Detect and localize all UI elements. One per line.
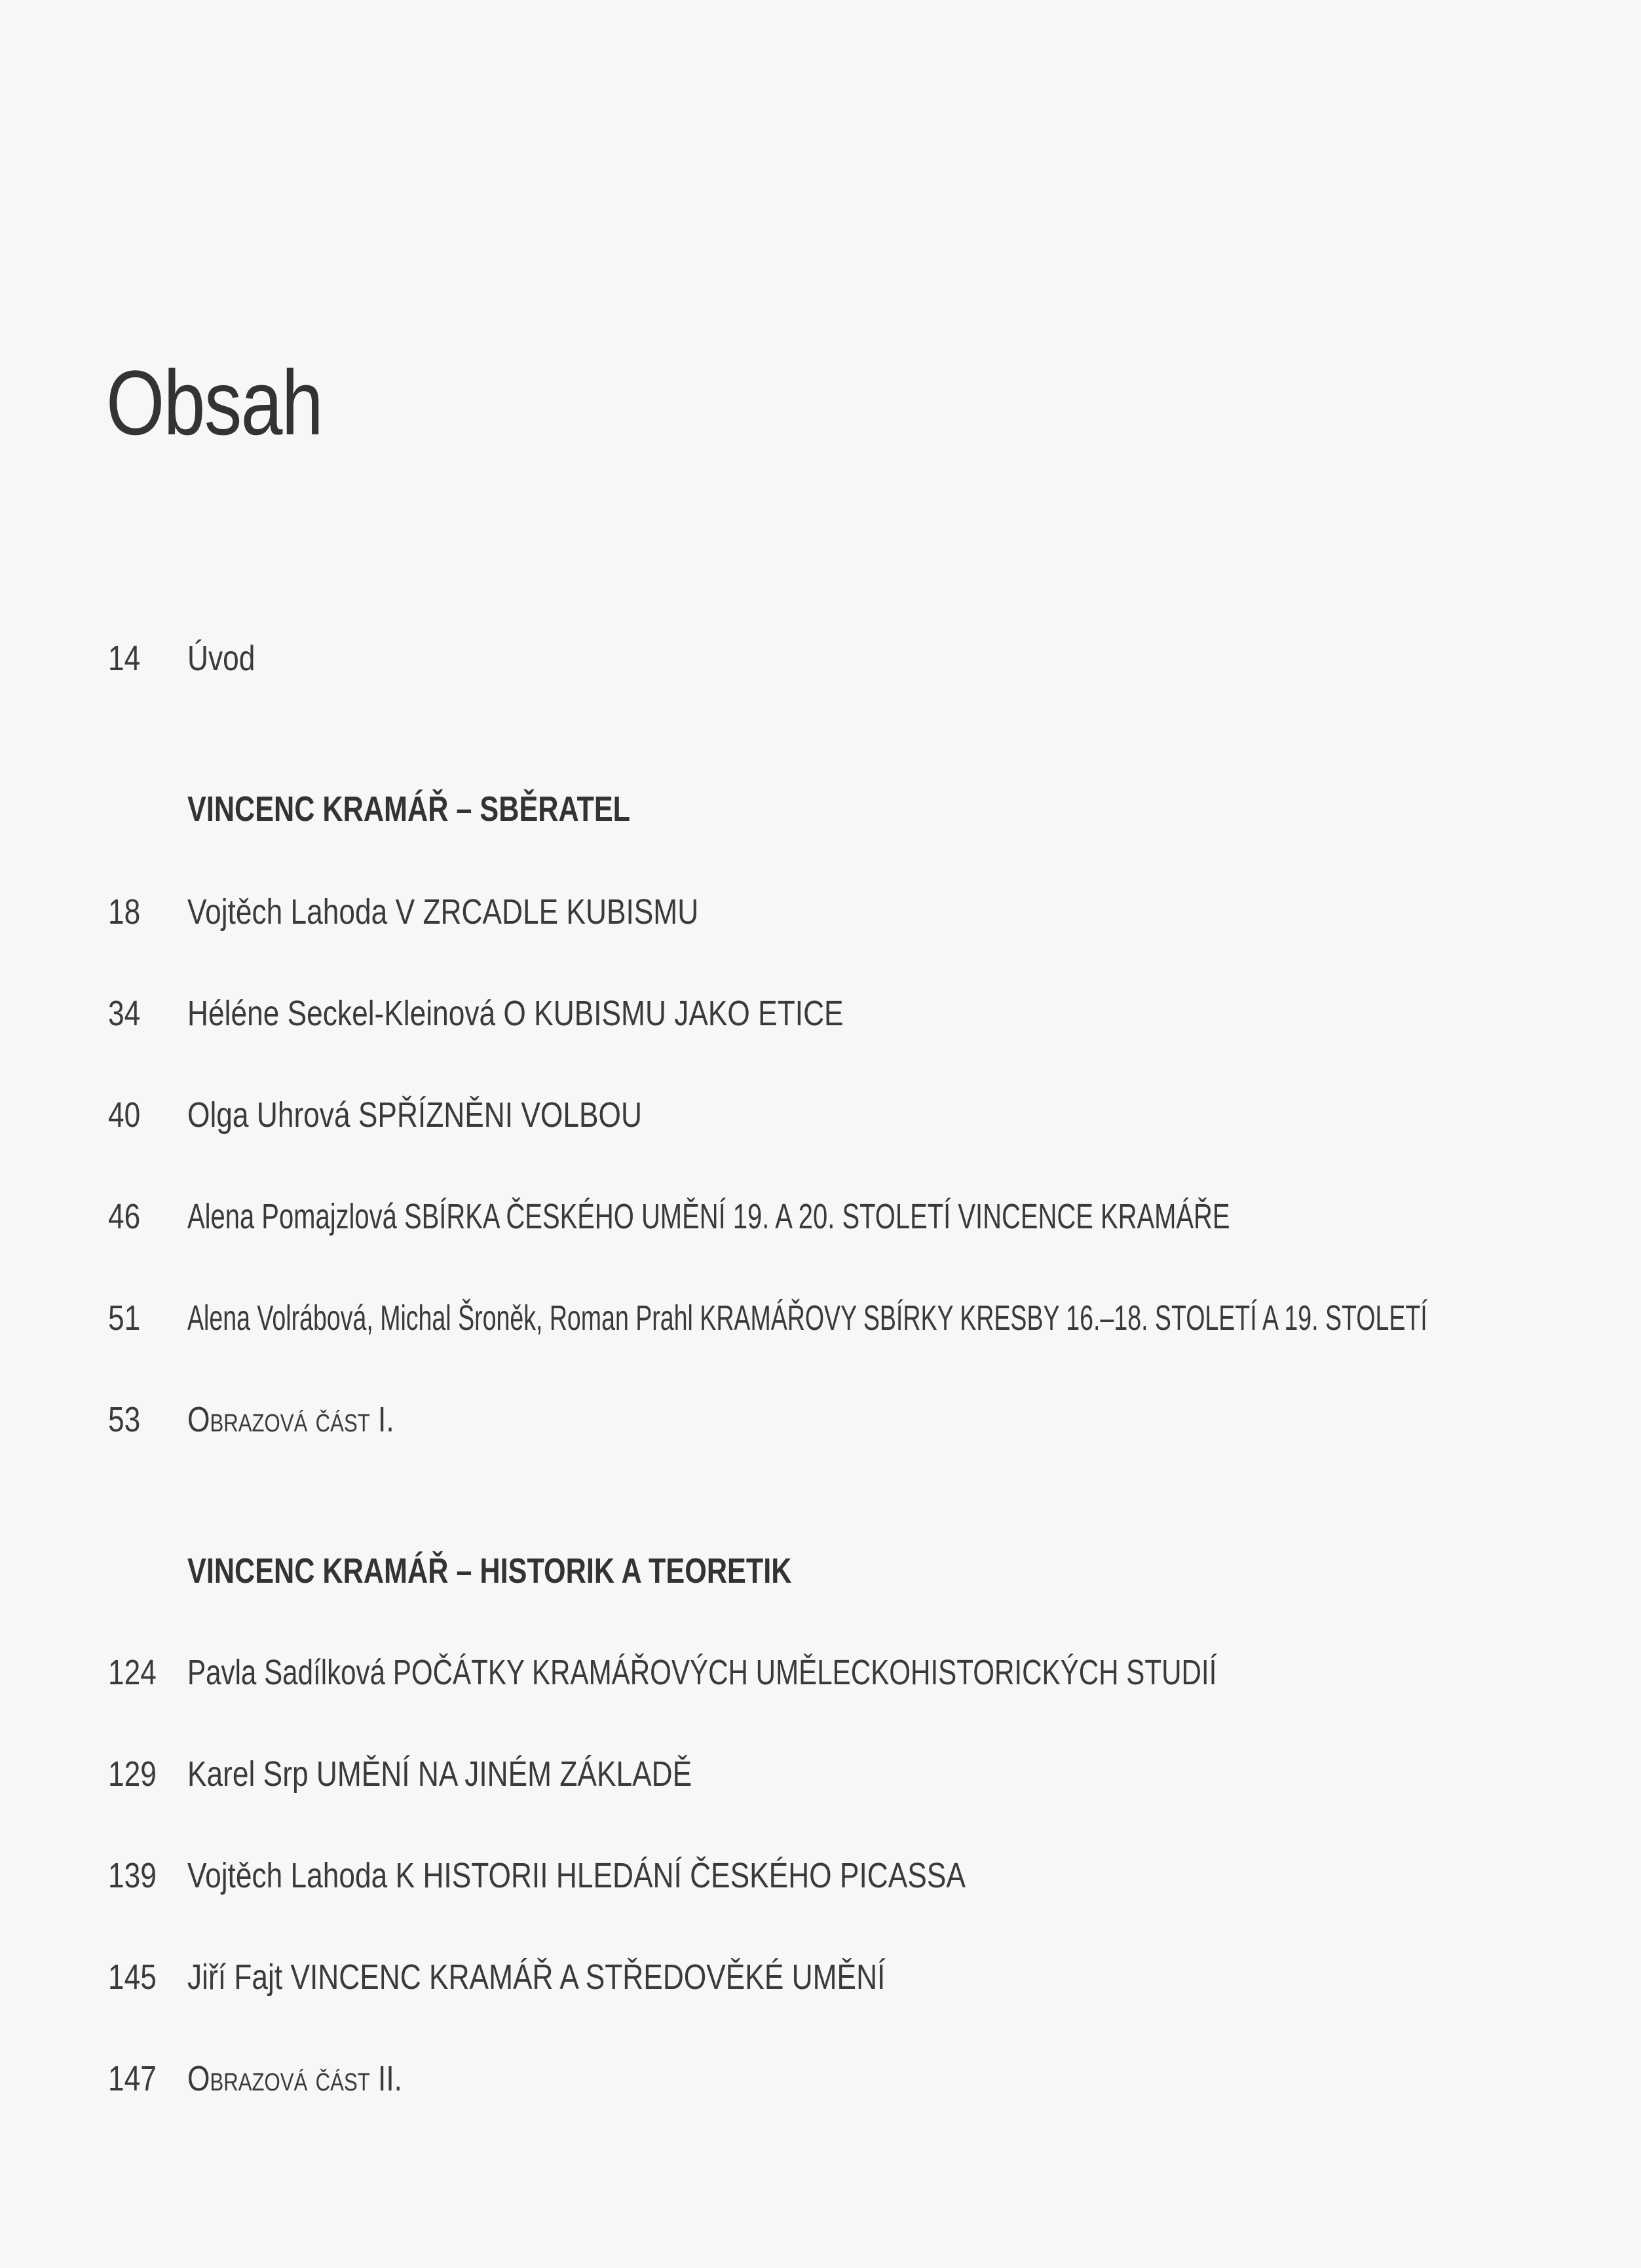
toc-entry-text: Alena Volrábová, Michal Šroněk, Roman Prahl KRAMÁŘOVY SBÍRKY KRESBY 16.–18. STOLETÍ A 19. STOLETÍ: [187, 1298, 1427, 1338]
toc-entry: [0, 889, 1641, 935]
toc-entry: [0, 991, 1641, 1036]
toc-page-number: 145: [108, 1957, 157, 1997]
toc-page-number: 34: [108, 994, 141, 1033]
toc-entry-text: Obrazová část II.: [187, 2059, 402, 2098]
toc-page-number: 40: [108, 1095, 141, 1135]
toc-entry: [0, 2056, 1641, 2102]
page-title: Obsah: [106, 351, 323, 454]
toc-entry: [0, 1954, 1641, 2000]
toc-entry-text: Obrazová část I.: [187, 1400, 394, 1439]
toc-entry-text: Jiří Fajt VINCENC KRAMÁŘ A STŘEDOVĚKÉ UMĚNÍ: [187, 1957, 886, 1997]
toc-page-number: 51: [108, 1298, 141, 1338]
toc-entry-text: Karel Srp UMĚNÍ NA JINÉM ZÁKLADĚ: [187, 1754, 692, 1794]
toc-entry-text: Olga Uhrová SPŘÍZNĚNI VOLBOU: [187, 1095, 642, 1135]
toc-entry: [0, 1295, 1641, 1341]
toc-page-number: 46: [108, 1197, 141, 1236]
toc-entry: [0, 1194, 1641, 1239]
toc-entry-text: Alena Pomajzlová SBÍRKA ČESKÉHO UMĚNÍ 19. A 20. STOLETÍ VINCENCE KRAMÁŘE: [187, 1197, 1230, 1236]
toc-entry: [0, 1853, 1641, 1899]
toc-page-number: 147: [108, 2059, 157, 2098]
section-heading-collector: VINCENC KRAMÁŘ – SBĚRATEL: [187, 789, 631, 829]
toc-page-number: 18: [108, 892, 141, 932]
toc-entry-text: Vojtěch Lahoda K HISTORII HLEDÁNÍ ČESKÉHO PICASSA: [187, 1856, 966, 1895]
toc-entry: [0, 1650, 1641, 1695]
toc-entry-text: Pavla Sadílková POČÁTKY KRAMÁŘOVÝCH UMĚLECKOHISTORICKÝCH STUDIÍ: [187, 1653, 1217, 1692]
toc-entry-intro: [0, 635, 1641, 681]
toc-entry-label: Úvod: [187, 639, 255, 678]
toc-entry: [0, 1751, 1641, 1797]
toc-page-number: 124: [108, 1653, 157, 1692]
toc-page-number: 14: [108, 639, 141, 678]
section-heading-historian: VINCENC KRAMÁŘ – HISTORIK A TEORETIK: [187, 1551, 792, 1591]
toc-page-number: 53: [108, 1400, 141, 1439]
toc-entry-text: Héléne Seckel-Kleinová O KUBISMU JAKO ETICE: [187, 994, 844, 1033]
toc-entry-text: Vojtěch Lahoda V ZRCADLE KUBISMU: [187, 892, 699, 932]
toc-entry: [0, 1092, 1641, 1138]
toc-page-number: 139: [108, 1856, 157, 1895]
toc-page-number: 129: [108, 1754, 157, 1794]
toc-entry: [0, 1397, 1641, 1443]
